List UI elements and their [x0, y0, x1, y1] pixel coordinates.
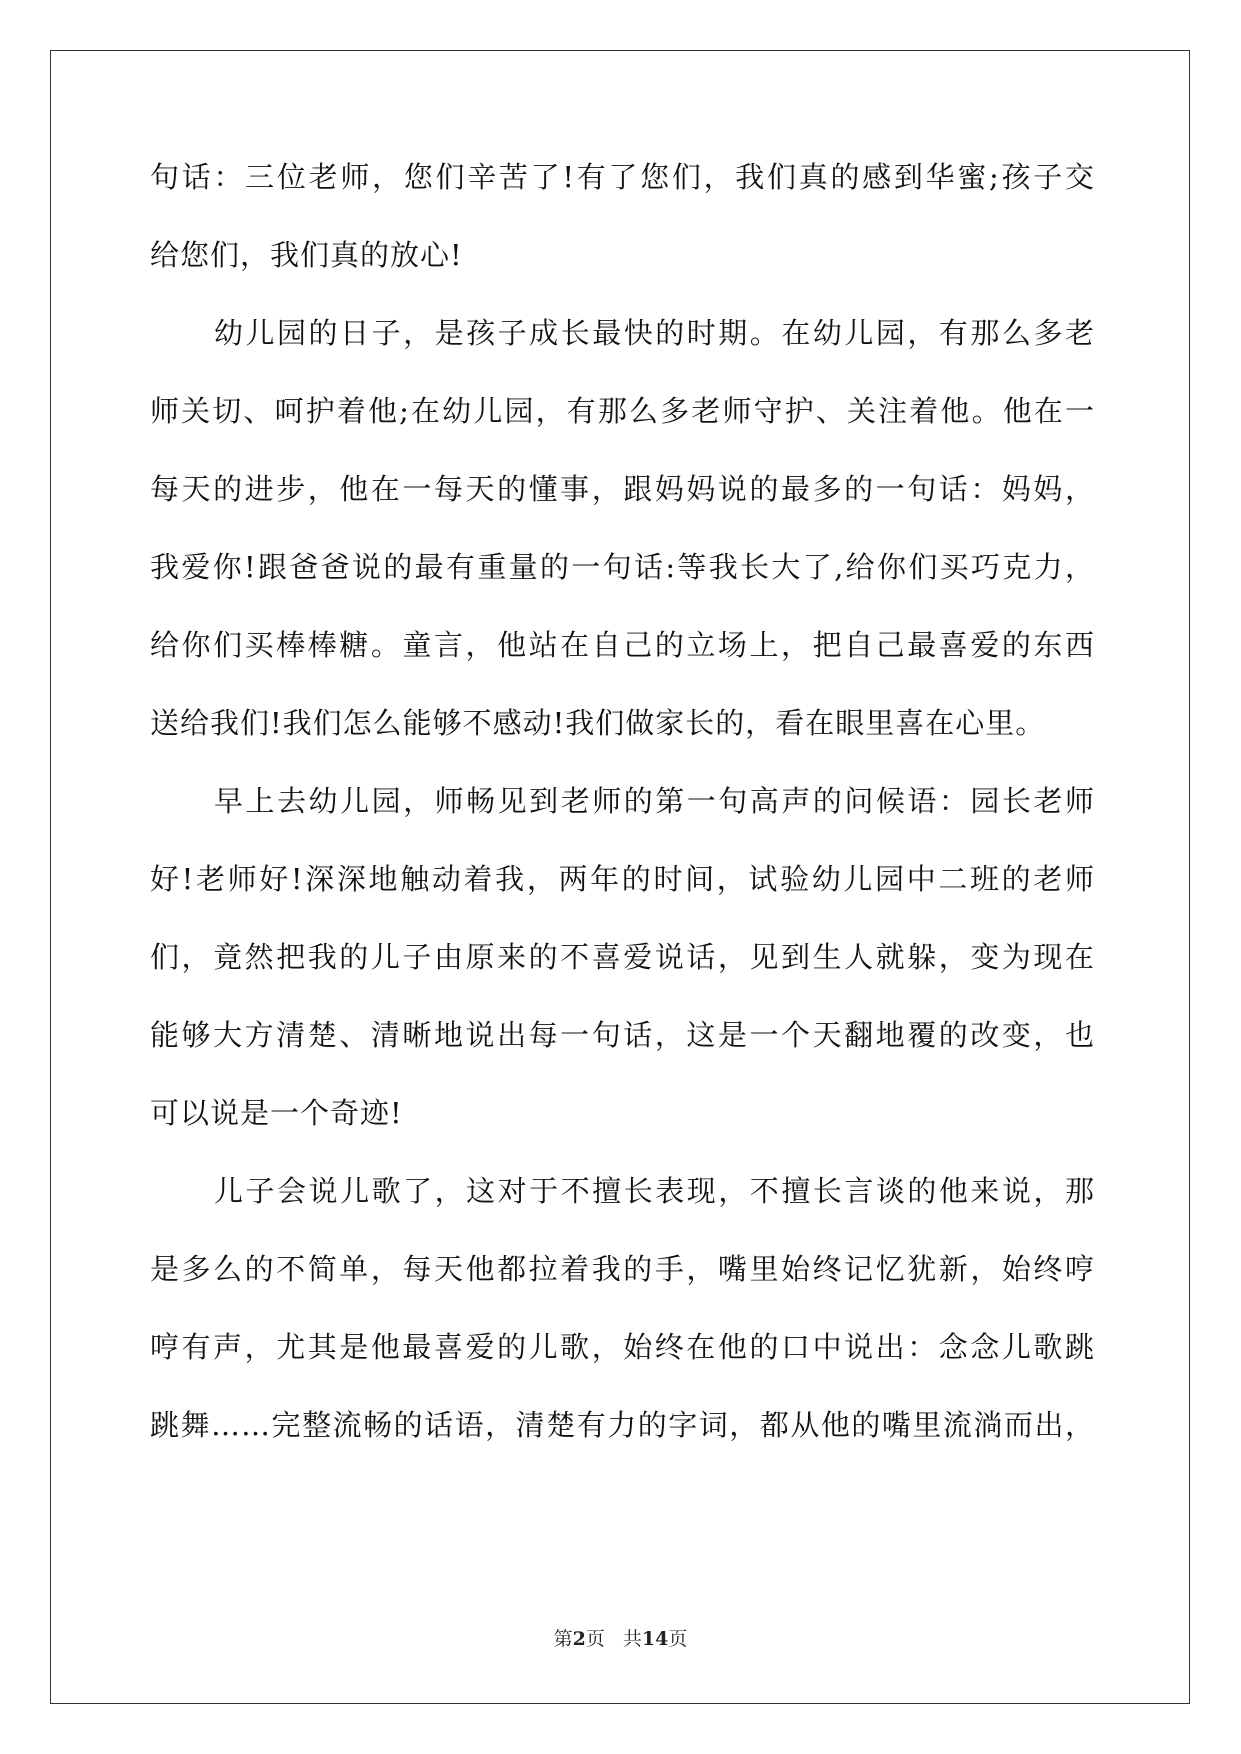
- text-line: 跳舞……完整流畅的话语，清楚有力的字词，都从他的嘴里流淌而出，: [150, 1408, 1095, 1442]
- total-prefix: 共: [622, 1628, 642, 1650]
- text-line: 好!老师好!深深地触动着我，两年的时间，试验幼儿园中二班的老师: [150, 862, 1095, 896]
- text-line: 句话：三位老师，您们辛苦了!有了您们，我们真的感到华蜜;孩子交: [150, 160, 1095, 194]
- text-line: 哼有声，尤其是他最喜爱的儿歌，始终在他的口中说出：念念儿歌跳: [150, 1330, 1095, 1364]
- text-line: 我爱你!跟爸爸说的最有重量的一句话:等我长大了,给你们买巧克力，: [150, 550, 1095, 584]
- text-line: 师关切、呵护着他;在幼儿园，有那么多老师守护、关注着他。他在一: [150, 394, 1095, 428]
- text-line: 能够大方清楚、清晰地说出每一句话，这是一个天翻地覆的改变，也: [150, 1018, 1095, 1052]
- page-suffix: 页: [585, 1628, 605, 1650]
- text-line: 可以说是一个奇迹!: [150, 1096, 403, 1130]
- page-footer: [0, 1624, 1241, 1651]
- text-line: 给你们买棒棒糖。童言，他站在自己的立场上，把自己最喜爱的东西: [150, 628, 1095, 662]
- page-prefix: 第: [553, 1628, 573, 1650]
- text-line: 送给我们!我们怎么能够不感动!我们做家长的，看在眼里喜在心里。: [150, 706, 1046, 740]
- text-line: 给您们，我们真的放心!: [150, 238, 463, 272]
- paragraph-first-line: 幼儿园的日子，是孩子成长最快的时期。在幼儿园，有那么多老: [214, 316, 1095, 350]
- page-number: 2: [572, 1628, 586, 1650]
- text-line: 们，竟然把我的儿子由原来的不喜爱说话，见到生人就躲，变为现在: [150, 940, 1095, 974]
- paragraph-first-line: 儿子会说儿歌了，这对于不擅长表现，不擅长言谈的他来说，那: [214, 1174, 1095, 1208]
- paragraph-first-line: 早上去幼儿园，师畅见到老师的第一句高声的问候语：园长老师: [214, 784, 1095, 818]
- text-line: 每天的进步，他在一每天的懂事，跟妈妈说的最多的一句话：妈妈，: [150, 472, 1095, 506]
- page-total: 14: [641, 1628, 669, 1650]
- document-body: [150, 158, 1095, 1445]
- total-suffix: 页: [668, 1628, 688, 1650]
- text-line: 是多么的不简单，每天他都拉着我的手，嘴里始终记忆犹新，始终哼: [150, 1252, 1095, 1286]
